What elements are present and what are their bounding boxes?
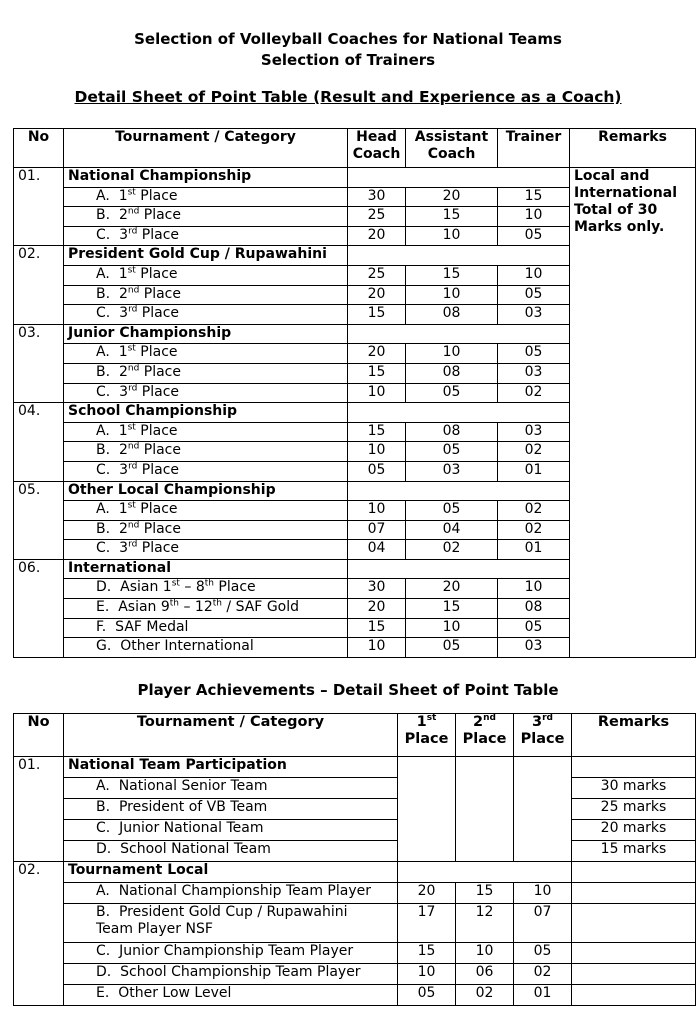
p1-points: 20	[398, 883, 456, 904]
place-number: 2	[118, 207, 128, 224]
category-cell	[64, 540, 348, 560]
place-text: Place	[141, 305, 180, 322]
row-text: Other International	[120, 638, 254, 655]
place-suffix: nd	[127, 520, 140, 531]
table-header-row	[14, 129, 696, 168]
remarks-cell	[572, 985, 696, 1006]
place-text: Place	[140, 187, 178, 204]
remarks-cell: 30 marks	[572, 778, 696, 799]
head-points: 30	[348, 187, 406, 207]
head-points: 30	[348, 579, 406, 599]
category-cell	[64, 226, 348, 246]
row-letter: D.	[96, 841, 112, 857]
header-first-place: 1st Place	[398, 714, 456, 757]
row-letter: C.	[96, 540, 111, 557]
trainer-points: 02	[498, 501, 570, 521]
row-letter: D.	[96, 964, 112, 980]
head-points: 10	[348, 383, 406, 403]
trainer-points: 05	[498, 285, 570, 305]
assistant-points: 03	[406, 461, 498, 481]
category-cell	[64, 883, 398, 904]
header-remarks: Remarks	[572, 714, 696, 757]
section-name: International	[64, 559, 348, 579]
head-points: 10	[348, 442, 406, 462]
document-subtitle: Selection of Trainers	[260, 51, 436, 69]
place-number: 3	[119, 305, 129, 322]
head-points: 10	[348, 501, 406, 521]
row-letter: B.	[96, 799, 111, 815]
assistant-points: 20	[406, 579, 498, 599]
category-cell	[64, 778, 398, 799]
assistant-points: 05	[406, 383, 498, 403]
row-letter: A.	[96, 778, 110, 794]
place-text: Place	[141, 461, 180, 478]
assistant-points: 20	[406, 187, 498, 207]
remarks-cell: 20 marks	[572, 820, 696, 841]
category-cell	[64, 904, 398, 943]
head-points: 07	[348, 520, 406, 540]
category-cell	[64, 579, 348, 599]
row-letter: A.	[96, 187, 110, 204]
category-cell	[64, 799, 398, 820]
category-cell	[64, 207, 348, 227]
section-name: National Championship	[64, 168, 348, 188]
remarks-cell	[572, 904, 696, 943]
assistant-points: 15	[406, 265, 498, 285]
place-text: Place	[140, 265, 178, 282]
row-letter: A.	[96, 501, 110, 518]
category-cell	[64, 841, 398, 862]
trainer-points: 01	[498, 540, 570, 560]
head-points: 05	[348, 461, 406, 481]
trainer-points: 10	[498, 265, 570, 285]
place-suffix: rd	[128, 304, 138, 315]
header-third-place: 3rd Place	[514, 714, 572, 757]
section-name: Junior Championship	[64, 324, 348, 344]
place-text: Place	[143, 442, 181, 459]
row-text: Asian 1st – 8th Place	[120, 578, 256, 596]
p2-points: 10	[456, 943, 514, 964]
category-cell	[64, 305, 348, 325]
table-row	[14, 943, 696, 964]
section-blank	[348, 481, 570, 501]
row-letter: B.	[96, 207, 111, 224]
category-cell	[64, 943, 398, 964]
section-blank	[348, 168, 570, 188]
category-cell	[64, 265, 348, 285]
remarks-blank	[572, 757, 696, 778]
place-text: Place	[141, 226, 180, 243]
place-text: Place	[141, 383, 180, 400]
row-text: School Championship Team Player	[120, 964, 361, 980]
place-text: Place	[143, 363, 181, 380]
p3-points: 02	[514, 964, 572, 985]
row-letter: C.	[96, 461, 111, 478]
section-number: 01.	[14, 757, 64, 862]
remarks-line: International	[574, 185, 678, 201]
place-number: 1	[118, 422, 128, 439]
row-letter: C.	[96, 383, 111, 400]
section-name: Tournament Local	[64, 862, 398, 883]
place-blank	[398, 757, 456, 862]
table2-heading: Player Achievements – Detail Sheet of Point Table	[137, 681, 559, 699]
p1-points: 05	[398, 985, 456, 1006]
trainer-points: 03	[498, 363, 570, 383]
category-cell	[64, 363, 348, 383]
table1-heading: Detail Sheet of Point Table (Result and Experience as a Coach)	[74, 88, 622, 106]
table-header-row	[14, 714, 696, 757]
place-number: 3	[119, 383, 129, 400]
row-text: President Gold Cup / Rupawahini Team Player NSF	[96, 904, 348, 937]
place-suffix: st	[127, 500, 136, 511]
row-letter: B.	[96, 520, 111, 537]
header-category: Tournament / Category	[64, 129, 348, 168]
place-text: Place	[141, 540, 180, 557]
head-points: 10	[348, 638, 406, 658]
assistant-points: 02	[406, 540, 498, 560]
assistant-points: 05	[406, 638, 498, 658]
place-number: 2	[118, 520, 128, 537]
place-suffix: st	[127, 265, 136, 276]
row-letter: A.	[96, 265, 110, 282]
section-row	[14, 757, 696, 778]
header-no: No	[14, 129, 64, 168]
section-row	[14, 862, 696, 883]
assistant-points: 10	[406, 618, 498, 638]
section-number: 05.	[14, 481, 64, 559]
table-row	[14, 964, 696, 985]
trainer-points: 15	[498, 187, 570, 207]
p3-points: 01	[514, 985, 572, 1006]
section-number: 04.	[14, 403, 64, 481]
place-text: Place	[143, 285, 181, 302]
place-number: 1	[118, 501, 128, 518]
head-points: 15	[348, 363, 406, 383]
assistant-points: 15	[406, 599, 498, 619]
section-blank	[348, 324, 570, 344]
row-letter: A.	[96, 344, 110, 361]
place-text: Place	[140, 501, 178, 518]
row-letter: A.	[96, 422, 110, 439]
p3-points: 10	[514, 883, 572, 904]
assistant-points: 10	[406, 226, 498, 246]
assistant-points: 10	[406, 344, 498, 364]
place-suffix: rd	[128, 461, 138, 472]
row-letter: D.	[96, 579, 112, 596]
section-blank	[398, 862, 572, 883]
place-suffix: st	[127, 343, 136, 354]
place-text: Place	[143, 520, 181, 537]
trainer-points: 03	[498, 638, 570, 658]
row-letter: G.	[96, 638, 112, 655]
coach-point-table	[13, 128, 696, 658]
assistant-points: 08	[406, 363, 498, 383]
trainer-points: 03	[498, 305, 570, 325]
assistant-points: 04	[406, 520, 498, 540]
p2-points: 12	[456, 904, 514, 943]
document-title: Selection of Volleyball Coaches for National Teams	[134, 30, 562, 48]
header-second-place: 2nd Place	[456, 714, 514, 757]
trainer-points: 03	[498, 422, 570, 442]
assistant-points: 05	[406, 501, 498, 521]
section-row	[14, 168, 696, 188]
assistant-points: 15	[406, 207, 498, 227]
section-name: Other Local Championship	[64, 481, 348, 501]
row-text: SAF Medal	[115, 618, 189, 635]
header-assistant-coach: Assistant Coach	[406, 129, 498, 168]
trainer-points: 01	[498, 461, 570, 481]
place-suffix: nd	[127, 284, 140, 295]
head-points: 20	[348, 226, 406, 246]
place-suffix: nd	[127, 206, 140, 217]
header-category: Tournament / Category	[64, 714, 398, 757]
place-number: 1	[118, 187, 128, 204]
head-points: 15	[348, 305, 406, 325]
trainer-points: 02	[498, 520, 570, 540]
table-row	[14, 904, 696, 943]
row-letter: E.	[96, 599, 110, 616]
row-text: Other Low Level	[118, 985, 232, 1001]
row-letter: B.	[96, 363, 111, 380]
remarks-line: Total of 30	[574, 202, 658, 218]
trainer-points: 02	[498, 442, 570, 462]
row-letter: C.	[96, 820, 111, 836]
remarks-cell	[572, 964, 696, 985]
assistant-points: 08	[406, 422, 498, 442]
header-trainer: Trainer	[498, 129, 570, 168]
section-number: 06.	[14, 559, 64, 657]
category-cell	[64, 599, 348, 619]
header-head-coach: Head Coach	[348, 129, 406, 168]
row-letter: C.	[96, 226, 111, 243]
row-letter: E.	[96, 985, 110, 1001]
p2-points: 06	[456, 964, 514, 985]
p1-points: 15	[398, 943, 456, 964]
remarks-cell: 15 marks	[572, 841, 696, 862]
place-suffix: rd	[128, 382, 138, 393]
row-text: President of VB Team	[118, 799, 268, 815]
category-cell	[64, 520, 348, 540]
place-text: Place	[143, 207, 181, 224]
table-row	[14, 820, 696, 841]
p1-points: 10	[398, 964, 456, 985]
row-text: Asian 9th – 12th / SAF Gold	[118, 598, 300, 616]
place-number: 1	[118, 344, 128, 361]
place-number: 3	[119, 226, 129, 243]
section-name: President Gold Cup / Rupawahini	[64, 246, 348, 266]
section-blank	[348, 403, 570, 423]
place-number: 2	[118, 285, 128, 302]
p2-points: 02	[456, 985, 514, 1006]
row-text: Junior Championship Team Player	[119, 943, 354, 959]
assistant-points: 08	[406, 305, 498, 325]
category-cell	[64, 344, 348, 364]
head-points: 04	[348, 540, 406, 560]
place-blank	[514, 757, 572, 862]
row-letter: A.	[96, 883, 110, 899]
remarks-blank	[572, 862, 696, 883]
trainer-points: 05	[498, 618, 570, 638]
row-letter: B.	[96, 904, 111, 920]
section-number: 02.	[14, 862, 64, 1006]
category-cell	[64, 964, 398, 985]
remarks-cell	[570, 168, 696, 658]
row-text: National Senior Team	[118, 778, 268, 794]
section-number: 03.	[14, 324, 64, 402]
head-points: 20	[348, 599, 406, 619]
table-row	[14, 883, 696, 904]
p3-points: 07	[514, 904, 572, 943]
place-text: Place	[140, 422, 178, 439]
section-name: National Team Participation	[64, 757, 398, 778]
row-letter: B.	[96, 442, 111, 459]
section-name: School Championship	[64, 403, 348, 423]
category-cell	[64, 985, 398, 1006]
remarks-cell: 25 marks	[572, 799, 696, 820]
category-cell	[64, 187, 348, 207]
place-number: 1	[118, 265, 128, 282]
row-letter: F.	[96, 618, 107, 635]
section-number: 01.	[14, 168, 64, 246]
place-number: 3	[119, 461, 129, 478]
row-text: National Championship Team Player	[118, 883, 371, 899]
head-points: 20	[348, 344, 406, 364]
remarks-line: Marks only.	[574, 219, 665, 235]
player-point-table	[13, 713, 696, 1006]
table-row	[14, 841, 696, 862]
category-cell	[64, 285, 348, 305]
assistant-points: 05	[406, 442, 498, 462]
head-points: 20	[348, 285, 406, 305]
trainer-points: 05	[498, 226, 570, 246]
place-suffix: rd	[128, 539, 138, 550]
section-blank	[348, 246, 570, 266]
p1-points: 17	[398, 904, 456, 943]
place-suffix: nd	[127, 363, 140, 374]
remarks-line: Local and	[574, 168, 650, 184]
trainer-points: 10	[498, 579, 570, 599]
remarks-cell	[572, 883, 696, 904]
table-row	[14, 799, 696, 820]
head-points: 15	[348, 618, 406, 638]
assistant-points: 10	[406, 285, 498, 305]
trainer-points: 05	[498, 344, 570, 364]
trainer-points: 02	[498, 383, 570, 403]
category-cell	[64, 383, 348, 403]
head-points: 15	[348, 422, 406, 442]
place-number: 2	[118, 363, 128, 380]
place-text: Place	[140, 344, 178, 361]
place-blank	[456, 757, 514, 862]
place-suffix: rd	[128, 226, 138, 237]
place-number: 3	[119, 540, 129, 557]
header-no: No	[14, 714, 64, 757]
row-text: School National Team	[120, 841, 271, 857]
place-suffix: st	[127, 422, 136, 433]
category-cell	[64, 501, 348, 521]
row-letter: C.	[96, 305, 111, 322]
table-row	[14, 778, 696, 799]
head-points: 25	[348, 207, 406, 227]
trainer-points: 08	[498, 599, 570, 619]
category-cell	[64, 461, 348, 481]
row-letter: C.	[96, 943, 111, 959]
row-letter: B.	[96, 285, 111, 302]
table-row	[14, 985, 696, 1006]
category-cell	[64, 422, 348, 442]
category-cell	[64, 820, 398, 841]
section-blank	[348, 559, 570, 579]
section-number: 02.	[14, 246, 64, 324]
head-points: 25	[348, 265, 406, 285]
header-remarks: Remarks	[570, 129, 696, 168]
remarks-cell	[572, 943, 696, 964]
category-cell	[64, 442, 348, 462]
category-cell	[64, 618, 348, 638]
p2-points: 15	[456, 883, 514, 904]
trainer-points: 10	[498, 207, 570, 227]
p3-points: 05	[514, 943, 572, 964]
place-suffix: nd	[127, 441, 140, 452]
place-number: 2	[118, 442, 128, 459]
place-suffix: st	[127, 186, 136, 197]
row-text: Junior National Team	[119, 820, 264, 836]
category-cell	[64, 638, 348, 658]
